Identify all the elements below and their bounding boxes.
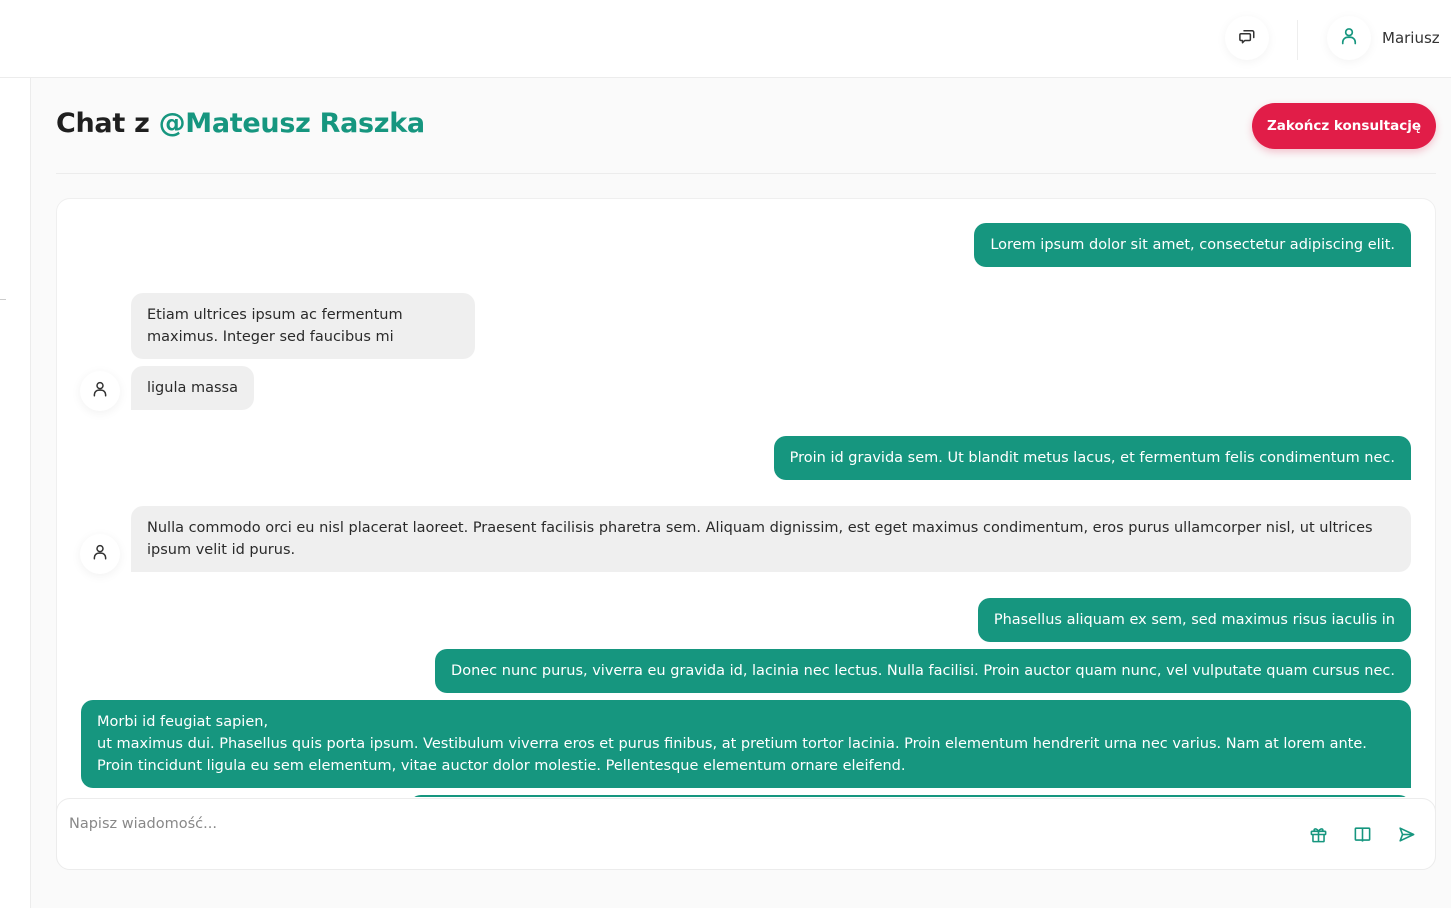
message-received [131, 293, 475, 359]
title-prefix: Chat z [56, 108, 150, 139]
message-sent-partial [409, 795, 1411, 797]
header-divider [56, 173, 1436, 174]
avatar [80, 371, 120, 411]
chat-panel [56, 198, 1436, 870]
gift-icon[interactable] [1307, 823, 1329, 845]
user-icon [91, 380, 109, 402]
chat-partner-handle: @Mateusz Raszka [158, 108, 425, 139]
message-composer [56, 798, 1436, 870]
page-title [56, 108, 425, 139]
message-sent [435, 649, 1411, 693]
message-sent [81, 700, 1411, 788]
user-icon [1339, 26, 1359, 50]
message-sent [978, 598, 1411, 642]
message-sent [774, 436, 1411, 480]
book-icon[interactable] [1351, 823, 1373, 845]
avatar [80, 534, 120, 574]
end-consultation-button[interactable]: Zakończ konsultację [1252, 103, 1436, 149]
user-icon [91, 543, 109, 565]
message-text-line: ut maximus dui. Phasellus quis porta ipsum. Vestibulum viverra eros et purus finibus, at pretium tortor lacinia. Proin elementum hendrerit urna nec varius. Nam at lorem ante. Proin tincidunt ligula eu sem elementum, vitae auctor dolor molestie. Pellentesque elementum ornare eleifend. [97, 736, 1367, 774]
message-text: Donec nunc purus, viverra eu gravida id, lacinia nec lectus. Nulla facilisi. Proin auctor quam nunc, vel vulputate quam cursus nec. [451, 663, 1395, 679]
message-received [131, 506, 1411, 572]
sidebar-indicator [0, 299, 6, 300]
message-list[interactable] [57, 199, 1435, 797]
user-menu-button[interactable] [1327, 16, 1371, 60]
messages-button[interactable] [1225, 16, 1269, 60]
message-text: Proin id gravida sem. Ut blandit metus lacus, et fermentum felis condimentum nec. [789, 450, 1395, 466]
top-bar [0, 0, 1451, 78]
message-received [131, 366, 254, 410]
user-name[interactable]: Mariusz [1382, 29, 1440, 47]
message-text: Nulla commodo orci eu nisl placerat laoreet. Praesent facilisis pharetra sem. Aliquam dignissim, est eget maximus condimentum, eros purus ullamcorper nisl, ut ultrices ipsum velit id purus. [147, 520, 1373, 558]
messages-icon [1238, 27, 1256, 49]
send-icon[interactable] [1395, 823, 1417, 845]
message-input[interactable] [69, 809, 1269, 839]
topbar-divider [1297, 20, 1298, 60]
message-text: Phasellus aliquam ex sem, sed maximus risus iaculis in [993, 612, 1395, 628]
message-text: ligula massa [147, 380, 238, 396]
message-text-line: Morbi id feugiat sapien, [97, 714, 269, 730]
sidebar [0, 78, 31, 908]
message-text: Etiam ultrices ipsum ac fermentum maximus. Integer sed faucibus mi [147, 307, 403, 345]
message-sent [974, 223, 1411, 267]
message-text: Lorem ipsum dolor sit amet, consectetur adipiscing elit. [990, 237, 1395, 253]
